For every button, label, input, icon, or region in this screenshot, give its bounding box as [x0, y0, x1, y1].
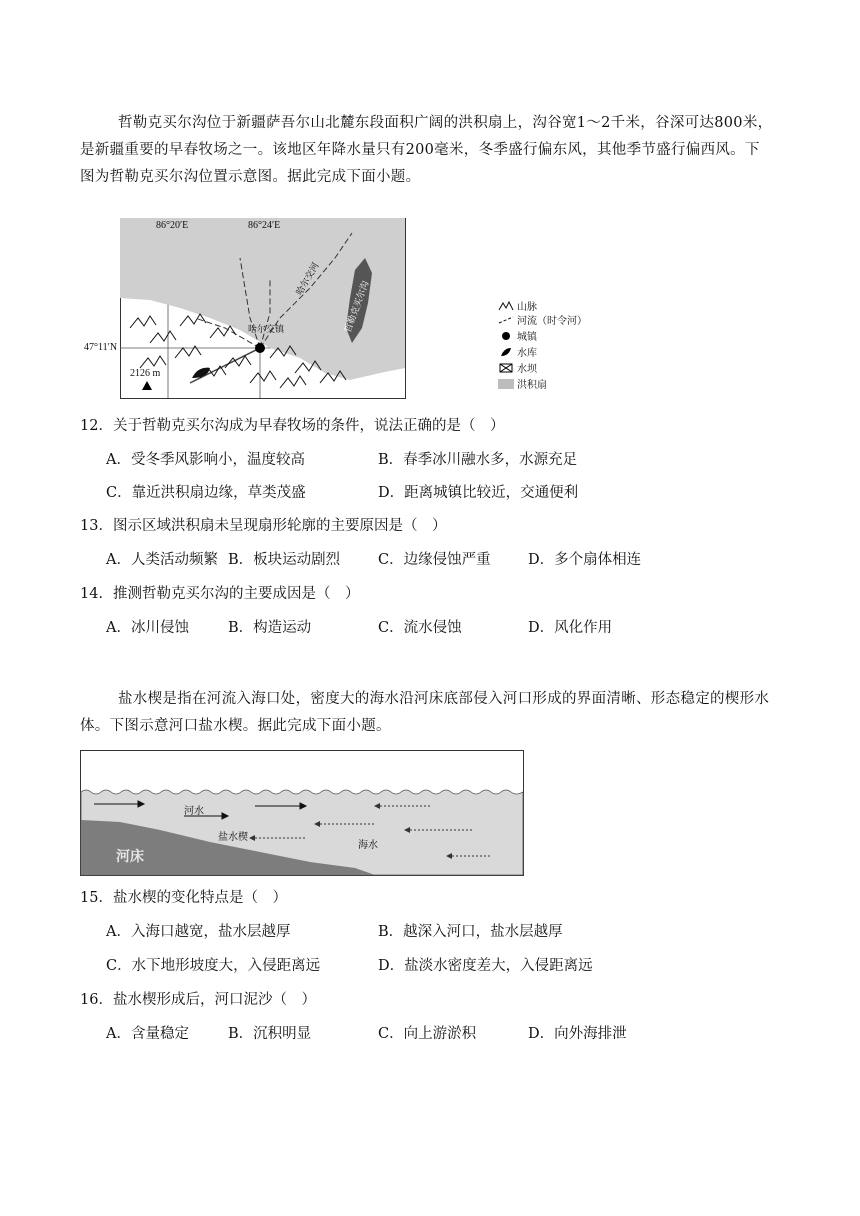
q13-option-c[interactable]: C．边缘侵蚀严重: [378, 552, 491, 568]
q16-option-d[interactable]: D．向外海排泄: [528, 1026, 627, 1042]
q16-option-b[interactable]: B．沉积明显: [228, 1026, 312, 1042]
river-water-label: 河水: [184, 806, 204, 817]
legend-reservoir: [498, 344, 537, 359]
q15-option-d[interactable]: D．盐淡水密度差大，入侵距离远: [378, 958, 593, 974]
town-label: 哈尔交镇: [248, 324, 285, 334]
legend-label-reservoir: 水库: [517, 348, 537, 359]
legend-label-town: 城镇: [517, 332, 537, 343]
lon-label-2: 86°24′E: [248, 220, 281, 231]
passage-1-line-2: 是新疆重要的早春牧场之一。该地区年降水量只有200毫米，冬季盛行偏东风，其他季节盛行偏西风。下: [80, 142, 760, 158]
gully-label: 哲勒克买尔沟: [342, 279, 371, 334]
question-13-stem: 13．图示区域洪积扇未呈现扇形轮廓的主要原因是（ ）: [80, 518, 447, 534]
question-16-stem: 16．盐水楔形成后，河口泥沙（ ）: [80, 992, 316, 1008]
q14-option-b[interactable]: B．构造运动: [228, 620, 312, 636]
passage-1-line-1: 哲勒克买尔沟位于新疆萨吾尔山北麓东段面积广阔的洪积扇上，沟谷宽1～2千米，谷深可达800米，: [118, 115, 773, 131]
question-15-stem: 15．盐水楔的变化特点是（ ）: [80, 890, 287, 906]
legend-town: [498, 328, 537, 343]
town-icon: [498, 331, 514, 341]
question-12-stem: 12．关于哲勒克买尔沟成为早春牧场的条件，说法正确的是（ ）: [80, 418, 505, 434]
reservoir-icon: [498, 347, 514, 357]
q13-option-b[interactable]: B．板块运动剧烈: [228, 552, 341, 568]
location-map: [84, 218, 587, 400]
q14-option-a[interactable]: A．冰川侵蚀: [106, 620, 189, 636]
q12-option-b[interactable]: B．春季冰川融水多，水源充足: [378, 452, 578, 468]
legend-label-dam: 水坝: [517, 364, 537, 375]
legend-fan: [498, 376, 547, 391]
fan-swatch-icon: [498, 379, 514, 389]
legend-dam: [498, 360, 537, 375]
q16-option-a[interactable]: A．含量稳定: [106, 1026, 189, 1042]
q15-option-c[interactable]: C．水下地形坡度大，入侵距离远: [106, 958, 321, 974]
dam-icon: [498, 363, 514, 373]
question-14-stem: 14．推测哲勒克买尔沟的主要成因是（ ）: [80, 586, 360, 602]
passage-1: [80, 110, 780, 191]
q16-option-c[interactable]: C．向上游淤积: [378, 1026, 477, 1042]
passage-1-line-3: 图为哲勒克买尔沟位置示意图。据此完成下面小题。: [80, 169, 421, 185]
elevation-label: 2126 m: [130, 368, 161, 379]
riverbed-label: 河床: [116, 849, 144, 865]
mountain-icon: [498, 301, 514, 311]
river-label: 哈尔交河: [294, 260, 321, 297]
lat-label: 47°11′N: [84, 342, 118, 353]
lon-label-1: 86°20′E: [156, 220, 189, 231]
q14-option-d[interactable]: D．风化作用: [528, 620, 613, 636]
sea-water-label: 海水: [358, 840, 378, 851]
salt-wedge-diagram: [80, 750, 524, 876]
passage-2: [80, 686, 780, 740]
passage-2-line-2: 体。下图示意河口盐水楔。据此完成下面小题。: [80, 718, 391, 734]
q13-option-d[interactable]: D．多个扇体相连: [528, 552, 642, 568]
q13-option-a[interactable]: A．人类活动频繁: [106, 552, 218, 568]
passage-2-line-1: 盐水楔是指在河流入海口处，密度大的海水沿河床底部侵入河口形成的界面清晰、形态稳定的楔形水: [118, 691, 770, 707]
legend-mountain: [498, 298, 537, 313]
q14-option-c[interactable]: C．流水侵蚀: [378, 620, 462, 636]
legend-label-river: 河流（时令河）: [517, 316, 587, 327]
q15-option-b[interactable]: B．越深入河口，盐水层越厚: [378, 924, 563, 940]
legend-label-mountain: 山脉: [517, 302, 537, 313]
river-icon: [498, 315, 514, 325]
q12-option-a[interactable]: A．受冬季风影响小，温度较高: [106, 452, 305, 468]
salt-wedge-label: 盐水楔: [218, 832, 248, 843]
q15-option-a[interactable]: A．入海口越宽，盐水层越厚: [106, 924, 291, 940]
q12-option-d[interactable]: D．距离城镇比较近，交通便利: [378, 485, 579, 501]
q12-option-c[interactable]: C．靠近洪积扇边缘，草类茂盛: [106, 485, 306, 501]
legend-river: [498, 312, 587, 327]
legend-label-fan: 洪积扇: [517, 380, 547, 391]
